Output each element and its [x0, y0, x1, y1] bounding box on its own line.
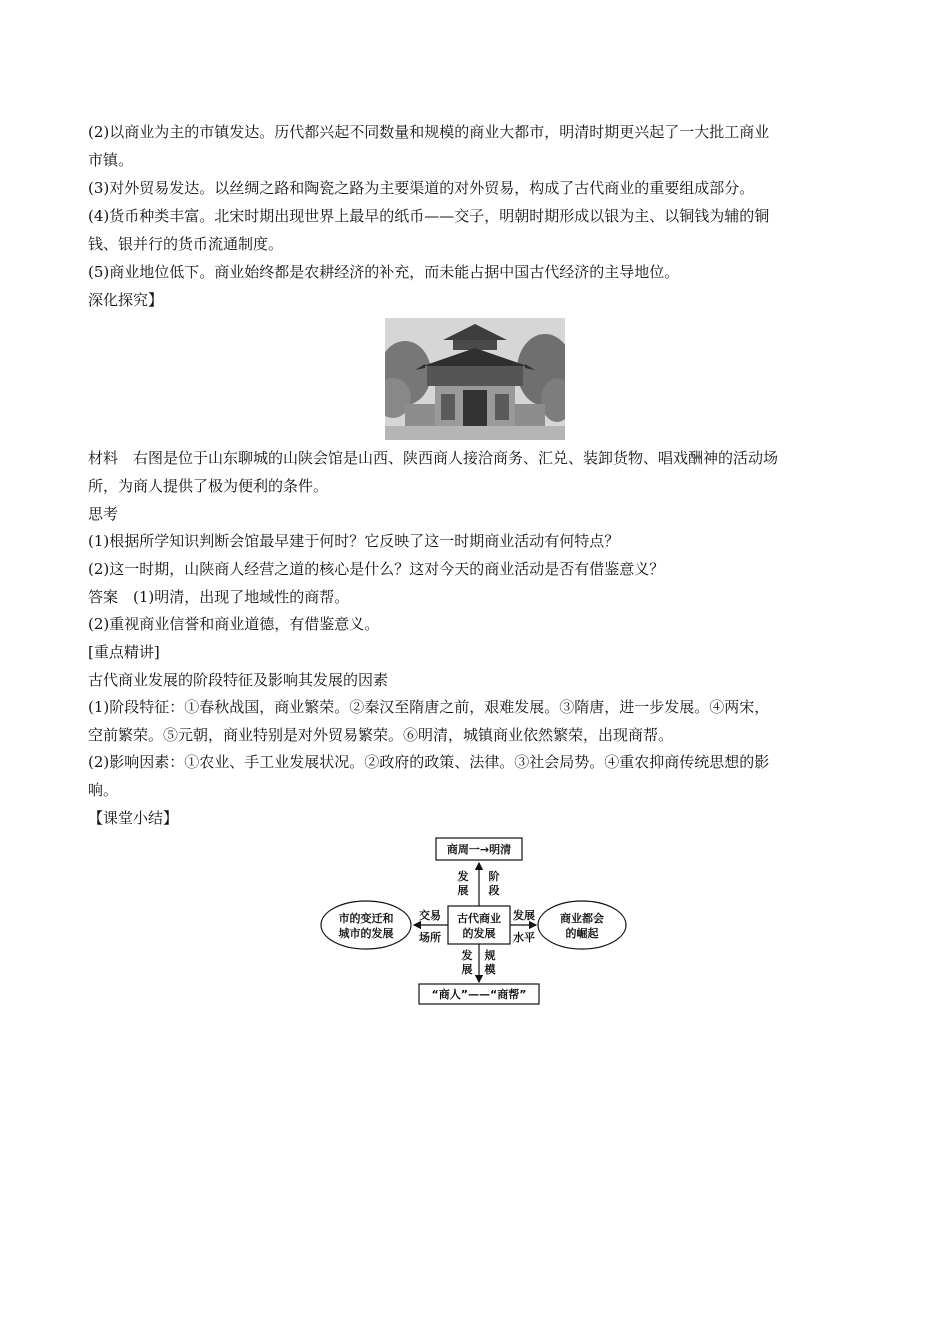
text-line-12: (2)这一时期，山陕商人经营之道的核心是什么？这对今天的商业活动是否有借鉴意义？ — [88, 560, 665, 578]
text-line-11: (1)根据所学知识判断会馆最早建于何时？它反映了这一时期商业活动有何特点？ — [88, 532, 620, 550]
left-label-1: 交易 — [419, 909, 441, 922]
text-line-3: (3)对外贸易发达。以丝绸之路和陶瓷之路为主要渠道的对外贸易，构成了古代商业的重要组成部分。 — [88, 179, 755, 197]
left-label-2: 场所 — [419, 931, 441, 944]
text-line-17: (1)阶段特征：①春秋战国，商业繁荣。②秦汉至隋唐之前，艰难发展。③隋唐，进一步发展。④两宋， — [88, 698, 770, 716]
down-left-char-2: 展 — [461, 963, 473, 976]
up-left-char-2: 展 — [457, 884, 469, 897]
up-right-char-1: 阶 — [488, 870, 500, 883]
down-right-char-2: 模 — [484, 963, 496, 976]
section-heading-summary: 【课堂小结】 — [88, 809, 179, 827]
left-ellipse-label-1: 市的变迁和 — [338, 912, 394, 925]
answer-line-1: 答案 (1)明清，出现了地域性的商帮。 — [88, 588, 350, 606]
think-heading: 思考 — [88, 505, 119, 523]
text-line-19: (2)影响因素：①农业、手工业发展状况。②政府的政策、法律。③社会局势。④重农抑商传统思想的影 — [88, 753, 770, 771]
center-label-1: 古代商业 — [457, 912, 501, 925]
text-line-6: (5)商业地位低下。商业始终都是农耕经济的补充，而未能占据中国古代经济的主导地位。 — [88, 263, 680, 281]
text-line-1: (2)以商业为主的市镇发达。历代都兴起不同数量和规模的商业大都市，明清时期更兴起了一大批工商业 — [88, 123, 770, 141]
text-line-2: 市镇。 — [88, 151, 134, 169]
down-right-char-1: 规 — [484, 949, 496, 962]
right-label-2: 水平 — [513, 931, 535, 944]
guild-hall-photo — [385, 318, 565, 440]
text-line-4: (4)货币种类丰富。北宋时期出现世界上最早的纸币——交子，明朝时期形成以银为主、以铜钱为辅的铜 — [88, 207, 770, 225]
center-label-2: 的发展 — [462, 927, 496, 940]
summary-diagram — [318, 836, 630, 1008]
left-ellipse — [321, 901, 411, 949]
up-left-char-1: 发 — [457, 870, 469, 883]
section-heading-deepen: 深化探究】 — [88, 291, 164, 309]
text-line-9: 所，为商人提供了极为便利的条件。 — [88, 477, 329, 495]
up-right-char-2: 段 — [488, 884, 500, 897]
section-heading-key-points: [重点精讲] — [88, 643, 160, 661]
left-ellipse-label-2: 城市的发展 — [338, 927, 394, 940]
right-label-1: 发展 — [513, 909, 535, 922]
text-line-18: 空前繁荣。⑤元朝，商业特别是对外贸易繁荣。⑥明清，城镇商业依然繁荣，出现商帮。 — [88, 726, 674, 744]
right-ellipse-label-1: 商业都会 — [560, 912, 604, 925]
text-line-8: 材料 右图是位于山东聊城的山陕会馆是山西、陕西商人接洽商务、汇兑、装卸货物、唱戏酬神的活动场 — [88, 449, 779, 467]
text-line-5: 钱、银并行的货币流通制度。 — [88, 235, 284, 253]
text-line-16: 古代商业发展的阶段特征及影响其发展的因素 — [88, 671, 389, 689]
answer-line-2: (2)重视商业信誉和商业道德，有借鉴意义。 — [88, 615, 380, 633]
bottom-box-label: “商人”——“商帮” — [431, 988, 527, 1001]
right-ellipse-label-2: 的崛起 — [565, 927, 599, 940]
top-box-label: 商周一→明清 — [446, 843, 512, 856]
right-ellipse — [538, 901, 626, 949]
down-left-char-1: 发 — [461, 949, 473, 962]
text-line-20: 响。 — [88, 781, 119, 799]
